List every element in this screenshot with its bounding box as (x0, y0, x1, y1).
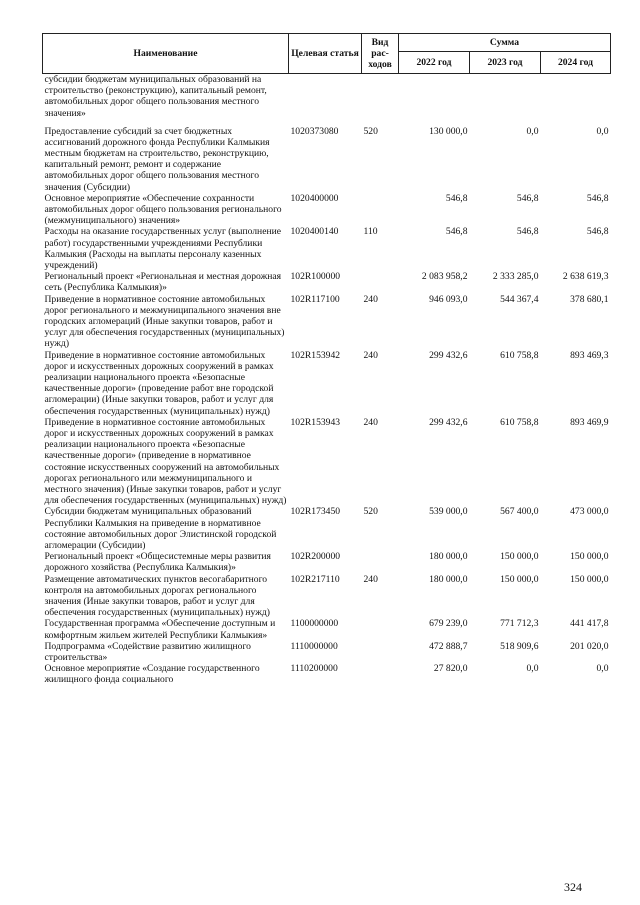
row-2024: 473 000,0 (570, 506, 609, 518)
row-name: Размещение автоматических пунктов весогабаритного контроля на автомобильных дорогах регионального значения (Иные закупки товаров, работ и услуг для обеспечения государственных (муниципальных) нужд) (44, 573, 270, 619)
row-code: 1100000000 (290, 618, 339, 630)
row-2022: 299 432,6 (429, 416, 468, 428)
row-2023: 546,8 (516, 192, 539, 204)
row-2024: 441 417,8 (570, 618, 609, 630)
row-2024: 546,8 (586, 192, 609, 204)
row-name: Основное мероприятие «Обеспечение сохранности автомобильных дорог общего пользования регионального (межмуниципального) значения» (44, 192, 282, 227)
row-vid (362, 74, 399, 126)
row-code: 1110000000 (290, 640, 338, 652)
row-2023: 610 758,8 (500, 416, 539, 428)
row-name: Субсидии бюджетам муниципальных образований Республики Калмыкия на приведение в нормативное состояние автомобильных дорог Элистинской городской агломерации (Субсидии) (44, 506, 277, 552)
row-2022: 546,8 (445, 192, 468, 204)
table-row (43, 417, 611, 507)
row-2023 (470, 74, 541, 126)
row-2022: 539 000,0 (429, 506, 468, 518)
row-2023: 610 758,8 (500, 349, 539, 361)
row-code: 102R100000 (290, 271, 341, 283)
header-2022: 2022 год (399, 52, 470, 74)
row-2024: 0,0 (596, 663, 609, 675)
row-name: Расходы на оказание государственных услуг (выполнение работ) государственными учреждениями Республики Калмыкия (Расходы на выплаты персоналу казенных учреждений) (44, 226, 281, 271)
table-row (43, 193, 611, 227)
budget-document (42, 33, 610, 686)
row-code: 102R200000 (290, 551, 341, 563)
header-2023: 2023 год (470, 52, 541, 74)
row-name: Подпрограмма «Содействие развитию жилищного строительства» (44, 640, 251, 664)
row-name: субсидии бюджетам муниципальных образований на строительство (реконструкцию), капитальный ремонт, автомобильных дорог общего пользования местного значения» (44, 74, 267, 119)
row-vid (362, 551, 399, 573)
row-code: 102R153943 (290, 416, 341, 428)
row-vid: 240 (363, 349, 378, 361)
row-code: 1020400000 (290, 192, 339, 204)
row-code: 1110200000 (290, 663, 338, 675)
header-2024: 2024 год (541, 52, 611, 74)
row-vid: 240 (363, 416, 378, 428)
row-2023: 150 000,0 (500, 551, 539, 563)
table-row (43, 551, 611, 573)
row-name: Региональный проект «Общесистемные меры развития дорожного хозяйства (Республика Калмыкия)» (44, 551, 271, 574)
table-row (43, 74, 611, 126)
row-2022: 472 888,7 (429, 640, 468, 652)
row-name: Предоставление субсидий за счет бюджетных ассигнований дорожного фонда Республики Калмыкия местным бюджетам на строительство, реконструкцию, капитальный ремонт, ремонт и содержание автомобильных дорог общего пользования местного значения (Субсидии) (44, 125, 270, 193)
header-name: Наименование (43, 34, 289, 74)
row-vid: 520 (363, 506, 378, 518)
row-vid: 240 (363, 573, 378, 585)
row-code: 102R117100 (290, 293, 340, 305)
row-vid: 520 (363, 125, 378, 137)
row-vid (362, 271, 399, 293)
table-row (43, 126, 611, 193)
row-2022: 299 432,6 (429, 349, 468, 361)
row-vid: 240 (363, 293, 378, 305)
row-2022: 679 239,0 (429, 618, 468, 630)
row-2024: 201 020,0 (570, 640, 609, 652)
row-code: 1020400140 (290, 226, 339, 238)
row-2024 (541, 74, 611, 126)
row-code: 102R217110 (290, 573, 340, 585)
row-2024: 150 000,0 (570, 573, 609, 585)
row-2023: 771 712,3 (500, 618, 539, 630)
header-vid: Вид рас-ходов (362, 34, 399, 74)
table-row (43, 574, 611, 619)
table-row (43, 641, 611, 663)
table-body (43, 74, 611, 686)
table-header (43, 34, 611, 74)
row-2023: 567 400,0 (500, 506, 539, 518)
row-2022 (399, 74, 470, 126)
row-2024: 546,8 (586, 226, 609, 238)
page-number: 324 (564, 880, 582, 894)
row-2024: 893 469,3 (570, 349, 609, 361)
row-2023: 518 909,6 (500, 640, 539, 652)
row-2022: 546,8 (445, 226, 468, 238)
row-2022: 130 000,0 (429, 125, 468, 137)
table-row (43, 271, 611, 293)
row-vid (362, 663, 399, 685)
row-2023: 0,0 (526, 663, 539, 675)
table-row (43, 350, 611, 417)
row-2024: 150 000,0 (570, 551, 609, 563)
row-2024: 2 638 619,3 (562, 271, 609, 283)
row-2024: 893 469,9 (570, 416, 609, 428)
row-name: Основное мероприятие «Создание государственного жилищного фонда социального (44, 663, 260, 686)
table-row (43, 226, 611, 271)
row-code: 102R153942 (290, 349, 341, 361)
table-row (43, 506, 611, 551)
header-target: Целевая статья (289, 34, 362, 74)
row-2022: 946 093,0 (429, 293, 468, 305)
row-name: Государственная программа «Обеспечение доступным и комфортным жильем жителей Республики Калмыкия» (44, 618, 276, 641)
row-code: 102R173450 (290, 506, 341, 518)
row-2022: 180 000,0 (429, 573, 468, 585)
row-vid: 110 (363, 226, 378, 238)
row-2023: 544 367,4 (500, 293, 539, 305)
row-2022: 180 000,0 (429, 551, 468, 563)
row-vid (362, 618, 399, 640)
row-2023: 0,0 (526, 125, 539, 137)
table-row (43, 294, 611, 350)
table-row (43, 618, 611, 640)
row-name: Приведение в нормативное состояние автомобильных дорог и искусственных дорожных сооружений в рамках реализации национального проекта «Безопасные качественные дороги» (приведение в нормативное состояние искусственных сооружений на автомобильных дорогах регионального или межмуниципального и местного значения) (Иные закупки товаров, работ и услуг для обеспечения государственных (муниципальных) нужд) (44, 416, 287, 507)
row-code (289, 74, 362, 126)
row-2023: 546,8 (516, 226, 539, 238)
row-2024: 0,0 (596, 125, 609, 137)
row-2022: 2 083 958,2 (421, 271, 468, 283)
row-vid (362, 193, 399, 227)
budget-table (42, 33, 611, 686)
row-2023: 2 333 285,0 (492, 271, 539, 283)
row-name: Приведение в нормативное состояние автомобильных дорог регионального и межмуниципального значения вне городских агломераций (Иные закупки товаров, работ и услуг для обеспечения государственных (муниципальных) нужд) (44, 293, 285, 350)
row-vid (362, 641, 399, 663)
row-code: 1020373080 (290, 125, 339, 137)
header-sum: Сумма (399, 34, 611, 52)
row-2022: 27 820,0 (433, 663, 468, 675)
row-name: Приведение в нормативное состояние автомобильных дорог и искусственных дорожных сооружений в рамках реализации национального проекта «Безопасные качественные дороги» (проведение работ вне городской агломерации) (Иные закупки товаров, работ и услуг для обеспечения государственных (муниципальных) нужд) (44, 349, 274, 417)
row-2023: 150 000,0 (500, 573, 539, 585)
table-row (43, 663, 611, 685)
row-2024: 378 680,1 (570, 293, 609, 305)
row-name: Региональный проект «Региональная и местная дорожная сеть (Республика Калмыкия)» (44, 271, 282, 294)
